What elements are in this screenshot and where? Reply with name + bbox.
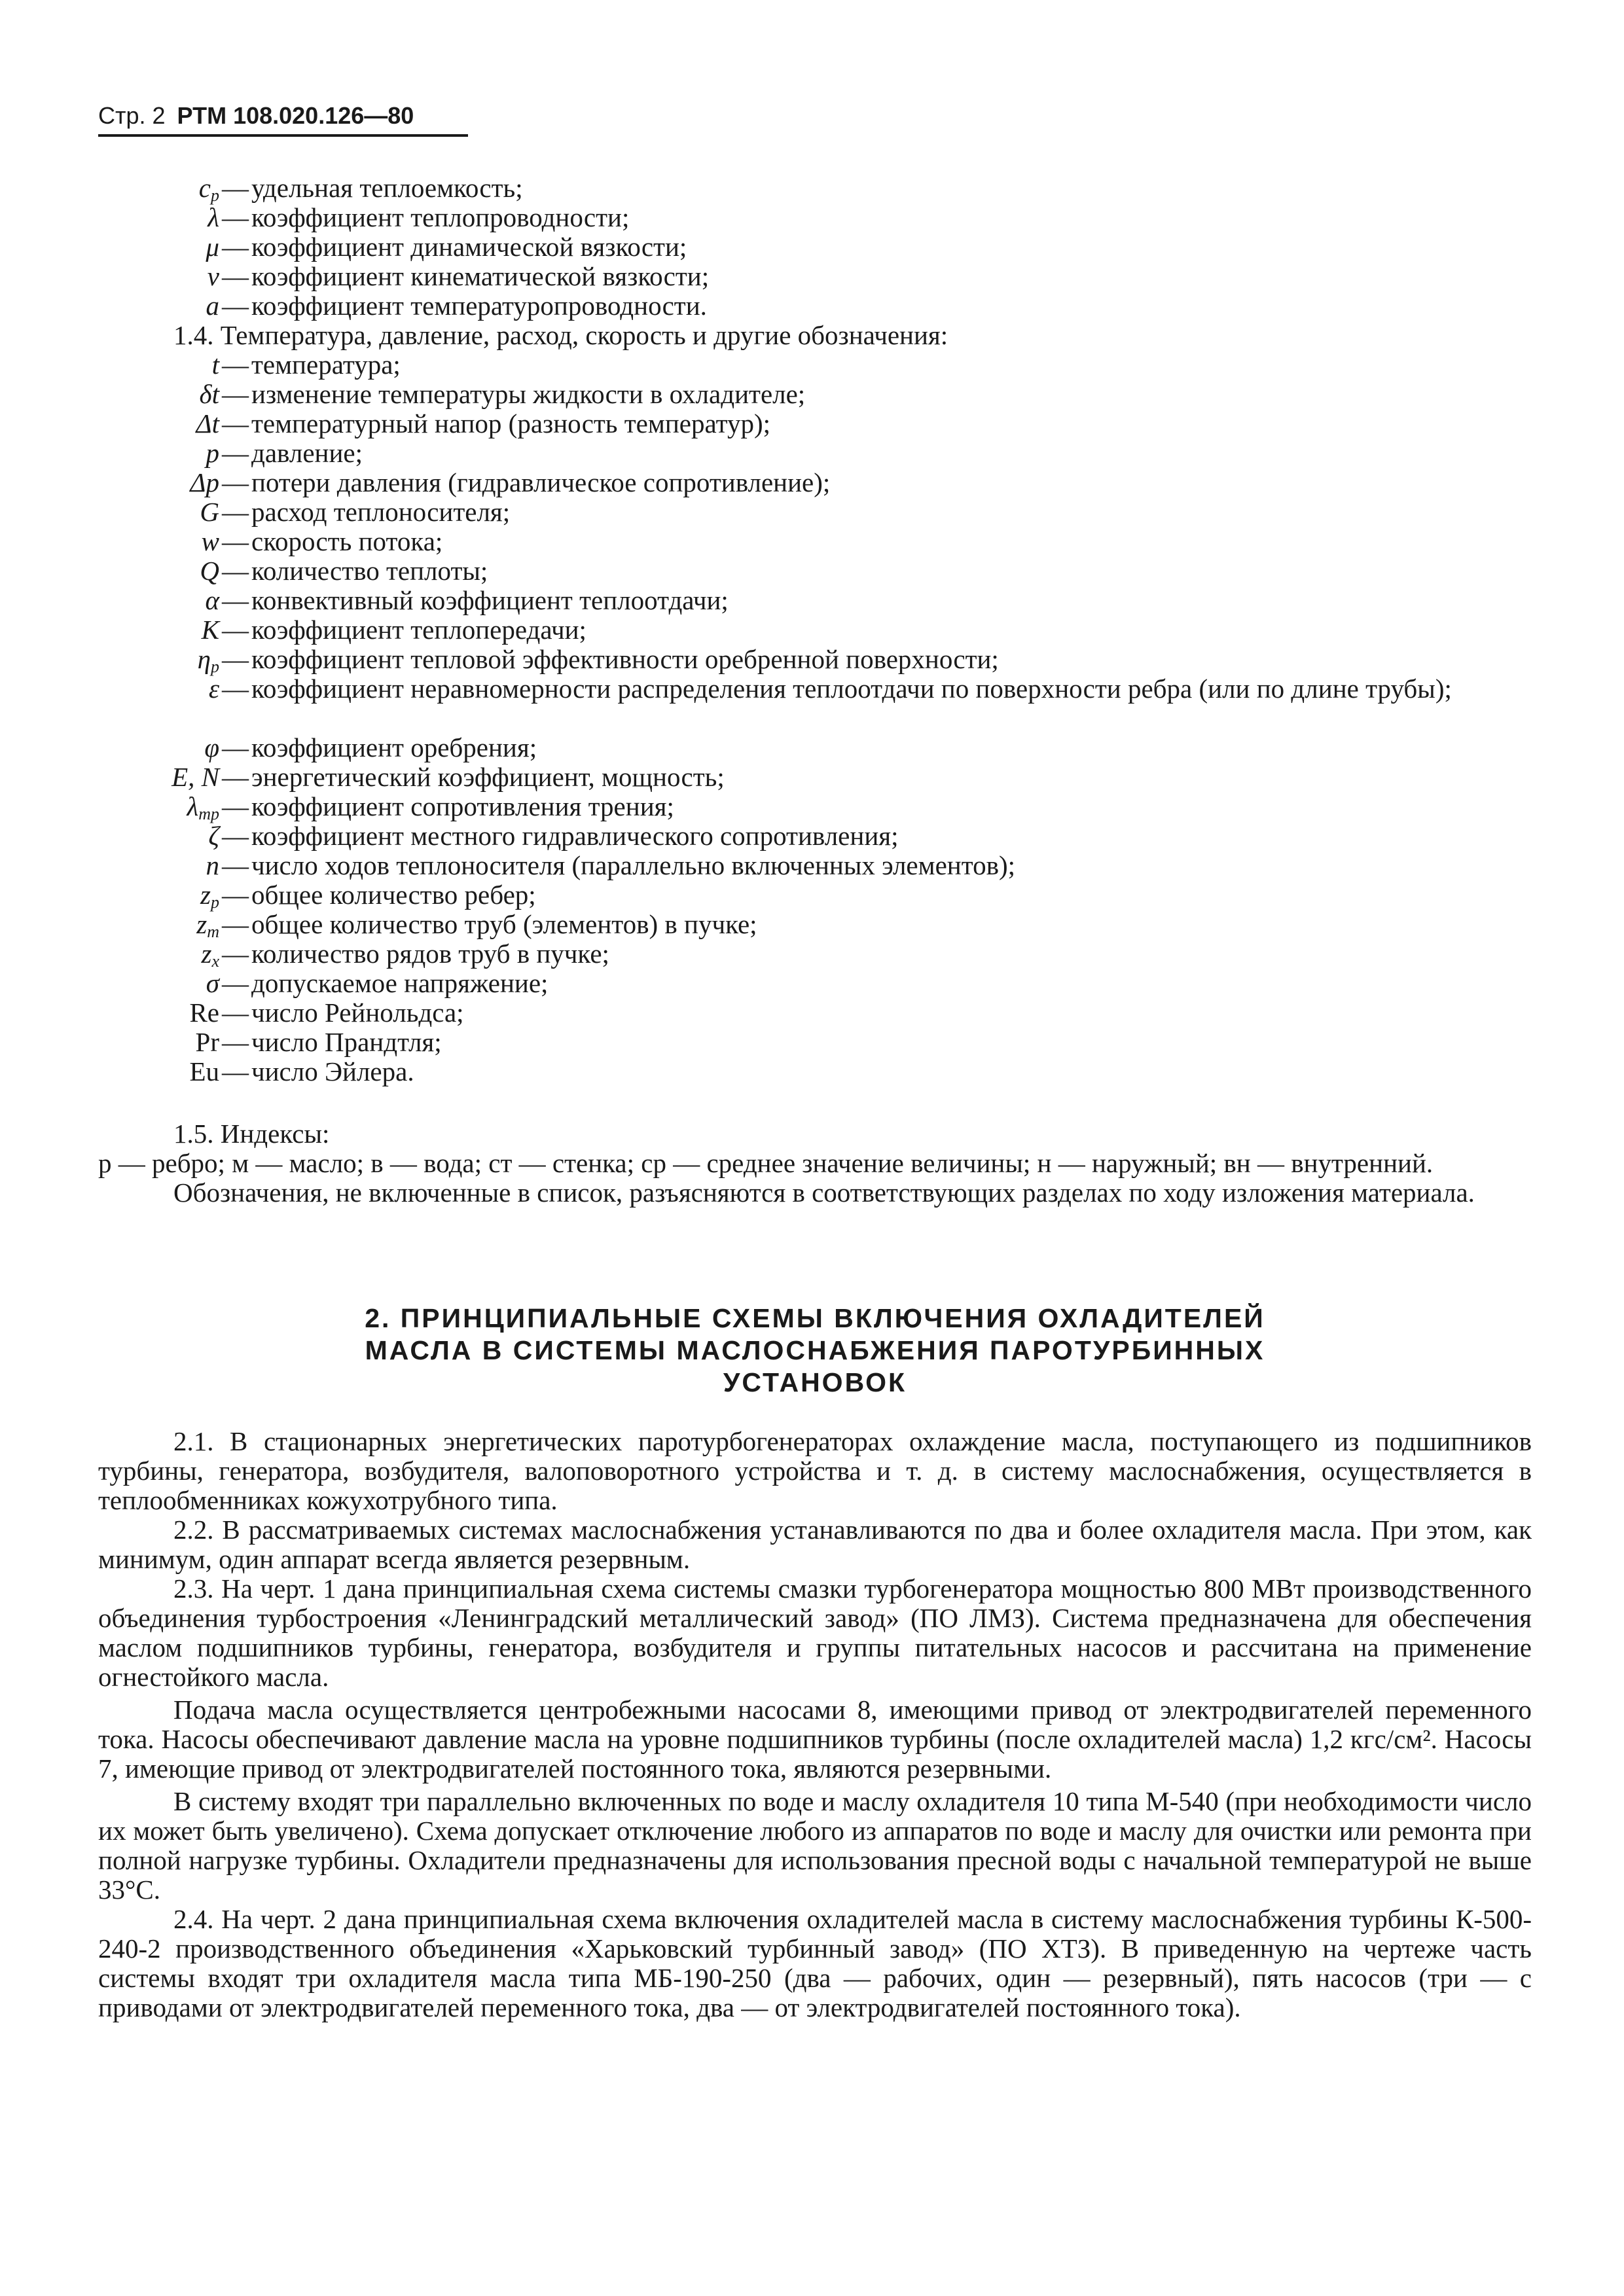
symbol-definition: изменение температуры жидкости в охладителе; bbox=[251, 379, 806, 409]
symbol: α bbox=[205, 585, 219, 615]
symbol-definition: коэффициент тепловой эффективности оребренной поверхности; bbox=[251, 644, 999, 674]
section-title bbox=[98, 1302, 1532, 1399]
dash: — bbox=[222, 232, 249, 262]
dash: — bbox=[222, 350, 249, 380]
dash: — bbox=[222, 291, 249, 321]
symbol-row bbox=[98, 439, 1532, 468]
dash: — bbox=[222, 438, 249, 468]
symbol: $\eta_р$ bbox=[197, 644, 219, 676]
paragraph-2-1: 2.1. В стационарных энергетических паротурбогенераторах охлаждение масла, поступающего из подшипников турбины, генератора, возбудителя, валоповоротного устройства и т. д. в систему маслоснабжения, осуществляется в теплообменниках кожухотрубного типа. bbox=[98, 1426, 1532, 1515]
dash: — bbox=[222, 556, 249, 586]
section-title-line: 2. ПРИНЦИПИАЛЬНЫЕ СХЕМЫ ВКЛЮЧЕНИЯ ОХЛАДИТЕЛЕЙ bbox=[365, 1303, 1265, 1333]
paragraph-2-4: 2.4. На черт. 2 дана принципиальная схема включения охладителей масла в систему маслоснабжения турбины К-500-240-2 производственного объединения «Харьковский турбинный завод» (ПО ХТЗ). В приведенную на чертеже часть системы входят три охладителя масла типа МБ-190-250 (два — рабочих, один — резервный), пять насосов (три — с приводами от электродвигателей переменного тока, два — от электродвигателей постоянного тока). bbox=[98, 1904, 1532, 2022]
symbol-row bbox=[98, 409, 1532, 439]
symbol-definition: коэффициент местного гидравлического сопротивления; bbox=[251, 821, 899, 851]
symbol-definition: расход теплоносителя; bbox=[251, 497, 511, 527]
symbol-row bbox=[98, 527, 1532, 556]
symbol: Pr bbox=[195, 1027, 219, 1057]
symbol: λ bbox=[208, 202, 219, 232]
paragraph-coolers: В систему входят три параллельно включенных по воде и маслу охладителя 10 типа М-540 (при необходимости число их может быть увеличено). Схема допускает отключение любого из аппаратов по воде и маслу для очистки или ремонта при полной нагрузке турбины. Охладители предназначены для использования пресной воды с начальной температурой не выше 33°С. bbox=[98, 1786, 1532, 1905]
symbol-row bbox=[98, 1057, 1532, 1086]
symbol: σ bbox=[206, 968, 219, 998]
symbol-row bbox=[98, 851, 1532, 880]
symbol-row bbox=[98, 969, 1532, 998]
dash: — bbox=[222, 1056, 249, 1086]
paragraph-1-5-title: 1.5. Индексы: bbox=[173, 1119, 330, 1149]
symbol: ν bbox=[207, 261, 219, 291]
symbol-definition: коэффициент теплопроводности; bbox=[251, 202, 630, 232]
symbol: δt bbox=[199, 379, 219, 409]
symbol-row bbox=[98, 173, 1532, 203]
dash: — bbox=[222, 261, 249, 291]
symbol-row bbox=[98, 821, 1532, 851]
symbols-list-a bbox=[98, 173, 1532, 321]
section-2-body bbox=[98, 1427, 1532, 2022]
symbol-row bbox=[98, 350, 1532, 380]
symbol-row bbox=[98, 939, 1532, 969]
dash: — bbox=[222, 821, 249, 851]
symbol: $z_x$ bbox=[201, 939, 219, 971]
symbol: w bbox=[201, 526, 219, 556]
dash: — bbox=[222, 497, 249, 527]
symbol-definition: число ходов теплоносителя (параллельно включенных элементов); bbox=[251, 850, 1015, 880]
section-title-line: УСТАНОВОК bbox=[723, 1367, 907, 1397]
dash: — bbox=[222, 880, 249, 910]
dash: — bbox=[222, 939, 249, 969]
symbol: p bbox=[206, 438, 219, 468]
symbol-row bbox=[98, 792, 1532, 821]
page-header bbox=[98, 99, 468, 137]
symbol-definition: коэффициент динамической вязкости; bbox=[251, 232, 687, 262]
symbol-row bbox=[98, 615, 1532, 645]
symbol-row bbox=[98, 468, 1532, 497]
dash: — bbox=[222, 673, 249, 704]
symbol-row bbox=[98, 674, 1532, 733]
symbol-definition: конвективный коэффициент теплоотдачи; bbox=[251, 585, 729, 615]
document-code: РТМ 108.020.126—80 bbox=[177, 102, 414, 129]
dash: — bbox=[222, 467, 249, 497]
symbol-row bbox=[98, 733, 1532, 762]
symbol-definition: коэффициент сопротивления трения; bbox=[251, 791, 674, 821]
symbol-definition: число Прандтля; bbox=[251, 1027, 442, 1057]
paragraph-notes: Обозначения, не включенные в список, разъясняются в соответствующих разделах по ходу изложения материала. bbox=[173, 1177, 1475, 1208]
symbol-row bbox=[98, 910, 1532, 939]
symbol-row bbox=[98, 645, 1532, 674]
symbol: a bbox=[206, 291, 219, 321]
symbol-definition: давление; bbox=[251, 438, 363, 468]
symbol: Eu bbox=[189, 1056, 219, 1086]
paragraph-1-4 bbox=[98, 321, 1532, 350]
symbol-row bbox=[98, 998, 1532, 1028]
symbol-definition: число Эйлера. bbox=[251, 1056, 414, 1086]
dash: — bbox=[222, 202, 249, 232]
dash: — bbox=[222, 850, 249, 880]
symbol-definition: общее количество труб (элементов) в пучке; bbox=[251, 909, 757, 939]
symbol-definition: удельная теплоемкость; bbox=[251, 173, 523, 203]
symbol-definition: потери давления (гидравлическое сопротивление); bbox=[251, 467, 831, 497]
symbol-row bbox=[98, 232, 1532, 262]
symbol: Re bbox=[189, 997, 219, 1028]
symbol-row bbox=[98, 1028, 1532, 1057]
paragraph-1-5 bbox=[98, 1119, 1532, 1208]
paragraph-1-4-text: 1.4. Температура, давление, расход, скорость и другие обозначения: bbox=[173, 320, 948, 350]
symbol-row bbox=[98, 880, 1532, 910]
paragraph-oil-supply: Подача масла осуществляется центробежными насосами 8, имеющими привод от электродвигателей переменного тока. Насосы обеспечивают давление масла на уровне подшипников турбины (после охладителей масла) 1,2 кгс/см². Насосы 7, имеющие привод от электродвигателей постоянного тока, являются резервными. bbox=[98, 1695, 1532, 1784]
symbol: φ bbox=[204, 732, 219, 762]
symbol-definition: скорость потока; bbox=[251, 526, 443, 556]
dash: — bbox=[222, 1027, 249, 1057]
dash: — bbox=[222, 408, 249, 439]
paragraph-2-2: 2.2. В рассматриваемых системах маслоснабжения устанавливаются по два и более охладителя масла. При этом, как минимум, один аппарат всегда является резервным. bbox=[98, 1515, 1532, 1574]
symbol-definition: количество рядов труб в пучке; bbox=[251, 939, 609, 969]
dash: — bbox=[222, 173, 249, 203]
dash: — bbox=[222, 997, 249, 1028]
symbol-definition: число Рейнольдса; bbox=[251, 997, 464, 1028]
symbol-row bbox=[98, 497, 1532, 527]
symbol-definition: энергетический коэффициент, мощность; bbox=[251, 762, 725, 792]
symbol: $c_р$ bbox=[198, 173, 219, 205]
symbol: $z_т$ bbox=[196, 909, 219, 941]
dash: — bbox=[222, 732, 249, 762]
symbol-row bbox=[98, 262, 1532, 291]
symbol-row bbox=[98, 203, 1532, 232]
symbol-definition: коэффициент кинематической вязкости; bbox=[251, 261, 710, 291]
dash: — bbox=[222, 585, 249, 615]
symbol: μ bbox=[206, 232, 219, 262]
header-rule bbox=[98, 134, 468, 137]
symbol: Q bbox=[200, 556, 219, 586]
symbol-definition: общее количество ребер; bbox=[251, 880, 536, 910]
symbol-row bbox=[98, 762, 1532, 792]
symbol: t bbox=[211, 350, 219, 380]
dash: — bbox=[222, 644, 249, 674]
symbol: E, N bbox=[171, 762, 219, 792]
symbol: Δt bbox=[196, 408, 219, 439]
paragraph-1-5-body: р — ребро; м — масло; в — вода; ст — стенка; ср — среднее значение величины; н — наружный; вн — внутренний. bbox=[98, 1148, 1434, 1178]
section-title-line: МАСЛА В СИСТЕМЫ МАСЛОСНАБЖЕНИЯ ПАРОТУРБИННЫХ bbox=[365, 1335, 1265, 1365]
symbol: K bbox=[201, 615, 219, 645]
page-label: Стр. 2 bbox=[98, 102, 166, 129]
symbol-definition: допускаемое напряжение; bbox=[251, 968, 549, 998]
symbol-row bbox=[98, 291, 1532, 321]
symbol-definition: температурный напор (разность температур); bbox=[251, 408, 771, 439]
symbol-definition: коэффициент температуропроводности. bbox=[251, 291, 707, 321]
symbol: $\lambda_{тр}$ bbox=[187, 791, 219, 823]
dash: — bbox=[222, 791, 249, 821]
symbol-row bbox=[98, 556, 1532, 586]
symbol-row bbox=[98, 586, 1532, 615]
paragraph-2-3: 2.3. На черт. 1 дана принципиальная схема системы смазки турбогенератора мощностью 800 МВт производственного объединения турбостроения «Ленинградский металлический завод» (ПО ЛМЗ). Система предназначена для обеспечения маслом подшипников турбины, генератора, возбудителя и группы питательных насосов и рассчитана на применение огнестойкого масла. bbox=[98, 1573, 1532, 1692]
dash: — bbox=[222, 615, 249, 645]
dash: — bbox=[222, 526, 249, 556]
symbol: n bbox=[206, 850, 219, 880]
dash: — bbox=[222, 909, 249, 939]
symbol-definition: температура; bbox=[251, 350, 401, 380]
symbol-definition: коэффициент теплопередачи; bbox=[251, 615, 586, 645]
dash: — bbox=[222, 968, 249, 998]
symbol: ε bbox=[208, 673, 219, 704]
symbol-definition: коэффициент неравномерности распределения теплоотдачи по поверхности ребра (или по длине трубы); bbox=[251, 673, 1452, 704]
symbol-row bbox=[98, 380, 1532, 409]
symbol-definition: коэффициент оребрения; bbox=[251, 732, 537, 762]
symbol: G bbox=[200, 497, 219, 527]
symbol: ζ bbox=[208, 821, 219, 851]
dash: — bbox=[222, 379, 249, 409]
symbol-definition: количество теплоты; bbox=[251, 556, 488, 586]
symbol: Δp bbox=[190, 467, 219, 497]
symbols-list-b bbox=[98, 350, 1532, 1086]
dash: — bbox=[222, 762, 249, 792]
symbol: $z_р$ bbox=[200, 880, 219, 912]
